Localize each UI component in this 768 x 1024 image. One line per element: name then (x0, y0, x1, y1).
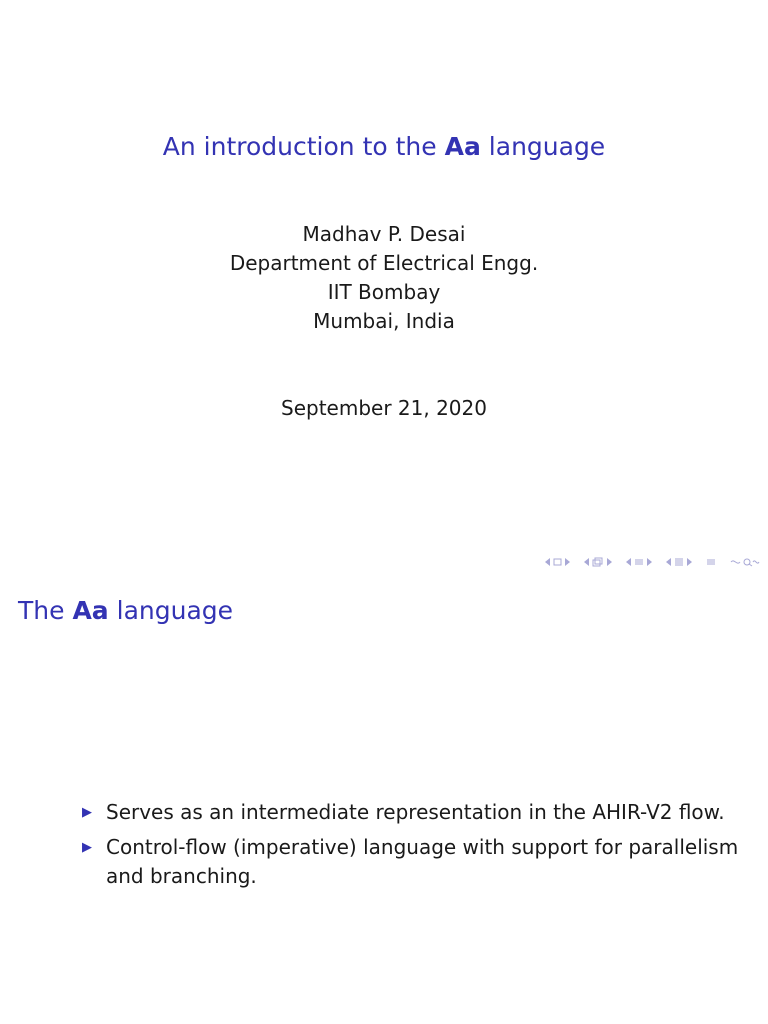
bullet-text: Control-flow (imperative) language with support for parallelism and branching. (106, 835, 739, 888)
nav-section-group[interactable] (666, 557, 692, 567)
nav-subsection-group[interactable] (626, 557, 652, 567)
title-prefix: An introduction to the (162, 132, 437, 161)
nav-left-arrow-icon[interactable] (584, 558, 590, 566)
bullet-list (80, 798, 740, 897)
author-department: Department of Electrical Engg. (229, 251, 539, 275)
nav-search-group[interactable] (730, 557, 760, 567)
nav-first-icon[interactable] (553, 558, 562, 566)
content-slide (0, 576, 768, 1024)
bullet-triangle-icon: ▶ (82, 840, 92, 855)
author-block (0, 220, 768, 336)
title-bold: Aa (444, 132, 481, 161)
frame-title-suffix: language (116, 596, 234, 625)
beamer-navigation-bar (545, 555, 760, 569)
author-institute: IIT Bombay (327, 280, 441, 304)
nav-align-icon[interactable] (706, 557, 716, 567)
title-suffix: language (488, 132, 606, 161)
nav-subsection-icon[interactable] (634, 557, 644, 567)
presentation-date: September 21, 2020 (281, 396, 487, 420)
nav-search-icon[interactable] (730, 557, 760, 567)
nav-frame-icon[interactable] (592, 557, 604, 567)
bullet-item (80, 833, 740, 891)
frame-title (18, 596, 233, 625)
nav-left-arrow-icon[interactable] (666, 558, 672, 566)
frame-title-prefix: The (18, 596, 65, 625)
bullet-triangle-icon: ▶ (82, 805, 92, 820)
presentation-title (0, 132, 768, 161)
nav-left-arrow-icon[interactable] (545, 558, 551, 566)
bullet-text: Serves as an intermediate representation in the AHIR-V2 flow. (106, 800, 725, 824)
nav-right-arrow-icon[interactable] (646, 558, 652, 566)
nav-frame-group[interactable] (584, 557, 612, 567)
nav-section-icon[interactable] (674, 557, 684, 567)
author-name: Madhav P. Desai (302, 222, 466, 246)
nav-right-arrow-icon[interactable] (564, 558, 570, 566)
author-location: Mumbai, India (313, 309, 455, 333)
nav-right-arrow-icon[interactable] (606, 558, 612, 566)
nav-align-group[interactable] (706, 557, 716, 567)
bullet-item (80, 798, 740, 827)
frame-title-bold: Aa (72, 596, 109, 625)
nav-right-arrow-icon[interactable] (686, 558, 692, 566)
nav-left-arrow-icon[interactable] (626, 558, 632, 566)
nav-first-group[interactable] (545, 558, 570, 566)
